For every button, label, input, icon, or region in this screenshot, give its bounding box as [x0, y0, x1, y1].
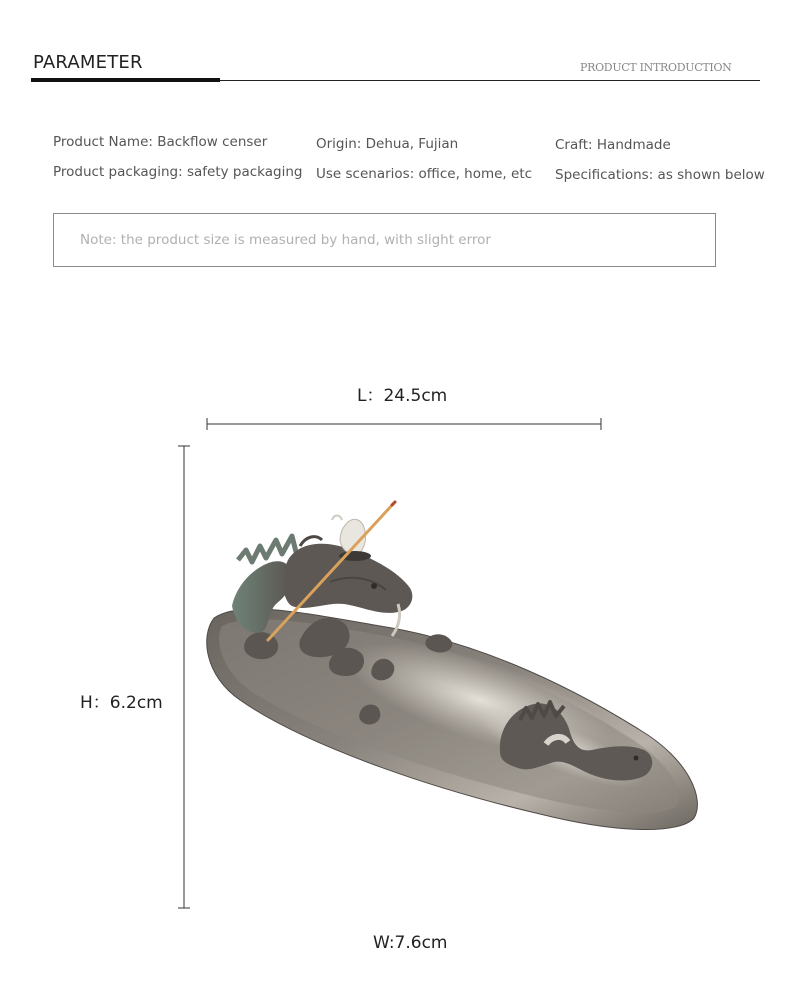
section-subtitle: PRODUCT INTRODUCTION: [580, 61, 732, 74]
page-title: PARAMETER: [33, 52, 143, 73]
length-ruler: [207, 418, 601, 430]
censer-dish: [207, 609, 698, 830]
param-origin: Origin: Dehua, Fujian: [316, 136, 459, 152]
width-label: W:7.6cm: [373, 933, 448, 953]
param-specifications: Specifications: as shown below: [555, 167, 765, 183]
note-text: Note: the product size is measured by hand, with slight error: [80, 232, 491, 248]
param-craft: Craft: Handmade: [555, 137, 671, 153]
param-product-packaging: Product packaging: safety packaging: [53, 164, 303, 180]
length-label: L：24.5cm: [357, 386, 448, 406]
height-label: H：6.2cm: [80, 693, 163, 713]
height-ruler: [178, 446, 190, 908]
param-product-name: Product Name: Backflow censer: [53, 134, 268, 150]
param-use-scenarios: Use scenarios: office, home, etc: [316, 166, 533, 182]
